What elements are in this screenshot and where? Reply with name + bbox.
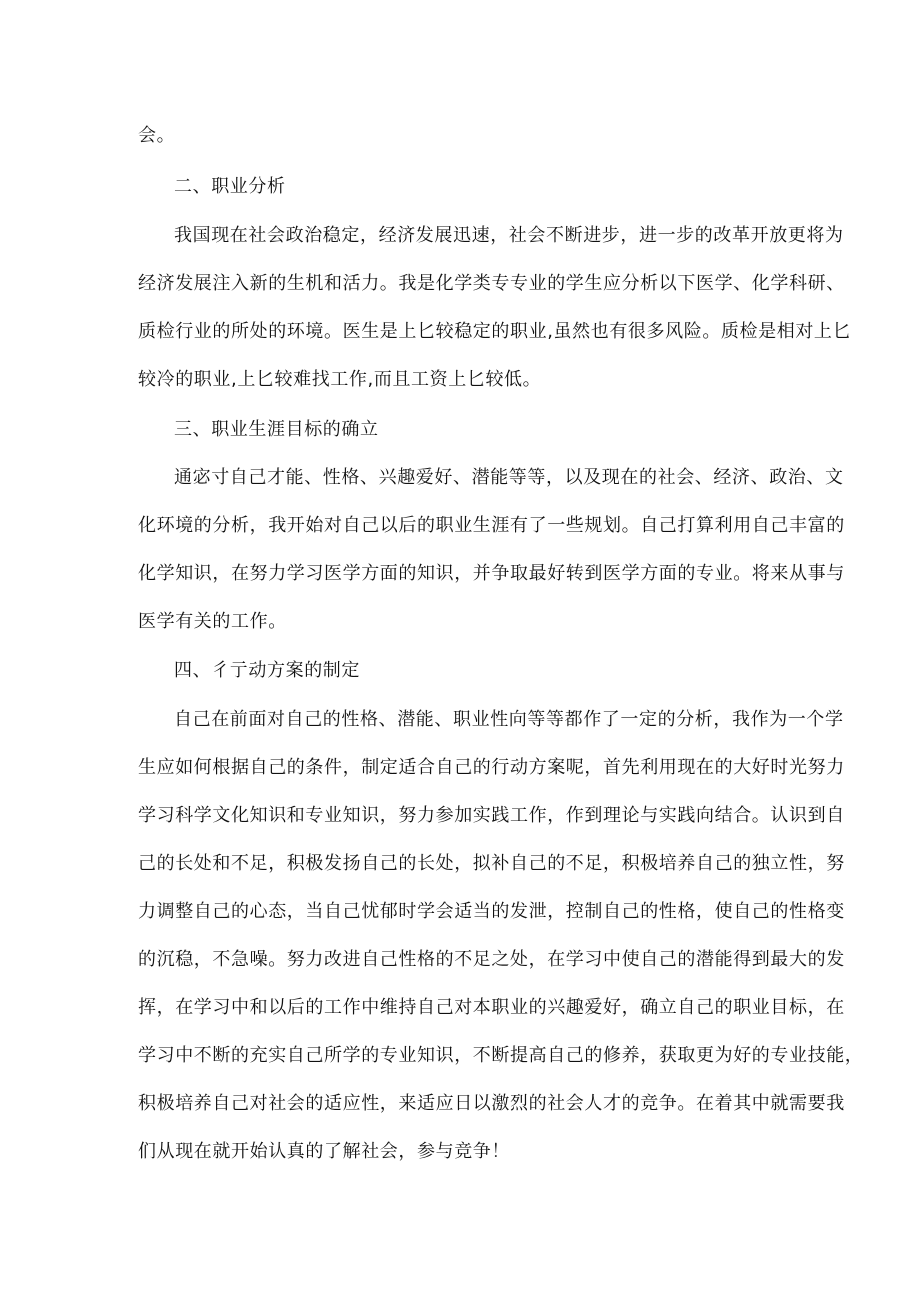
paragraph-line: 质检行业的所处的环境。医生是上匕较稳定的职业,虽然也有很多风险。质检是相对上匕 (138, 321, 852, 342)
paragraph-line: 力调整自己的心态，当自己忧郁时学会适当的发泄，控制自己的性格，使自己的性格变 (138, 901, 845, 922)
paragraph-line: 通宓寸自己才能、性格、兴趣爱好、潜能等等，以及现在的社会、经济、政治、文 (174, 467, 844, 488)
paragraph-line: 较冷的职业,上匕较难找工作,而且工资上匕较低。 (138, 369, 542, 390)
paragraph-line: 生应如何根据自己的条件，制定适合自己的行动方案呢，首先利用现在的大好时光努力 (138, 757, 845, 778)
paragraph-line: 会。 (138, 125, 176, 146)
section-heading: 二、职业分析 (174, 176, 286, 197)
paragraph-line: 挥，在学习中和以后的工作中维持自己对本职业的兴趣爱好，确立自己的职业目标，在 (138, 997, 845, 1018)
paragraph-line: 学习中不断的充实自己所学的专业知识，不断提高自己的修养，获取更为好的专业技能， (138, 1045, 864, 1066)
section-heading: 三、职业生涯目标的确立 (174, 419, 379, 440)
paragraph-line: 的沉稳，不急噪。努力改进自己性格的不足之处，在学习中使自己的潜能得到最大的发 (138, 949, 845, 970)
paragraph-line: 积极培养自己对社会的适应性，来适应日以激烈的社会人才的竞争。在着其中就需要我 (138, 1093, 845, 1114)
paragraph-line: 学习科学文化知识和专业知识，努力参加实践工作，作到理论与实践向结合。认识到自 (138, 805, 845, 826)
paragraph-line: 化学知识，在努力学习医学方面的知识，并争取最好转到医学方面的专业。将来从事与 (138, 563, 845, 584)
section-heading: 四、彳亍动方案的制定 (174, 660, 360, 681)
paragraph-line: 化环境的分析，我开始对自己以后的职业生涯有了一些规划。自己打算利用自己丰富的 (138, 515, 845, 536)
paragraph-line: 们从现在就开始认真的了解社会，参与竞争！ (138, 1141, 510, 1162)
paragraph-line: 医学有关的工作。 (138, 611, 287, 632)
paragraph-line: 经济发展注入新的生机和活力。我是化学类专专业的学生应分析以下医学、化学科研、 (138, 273, 845, 294)
paragraph-line: 我国现在社会政治稳定，经济发展迅速，社会不断进步，进一步的改革开放更将为 (174, 225, 844, 246)
paragraph-line: 自己在前面对自己的性格、潜能、职业性向等等都作了一定的分析，我作为一个学 (174, 709, 844, 730)
paragraph-line: 己的长处和不足，积极发扬自己的长处，拟补自己的不足，积极培养自己的独立性，努 (138, 853, 845, 874)
